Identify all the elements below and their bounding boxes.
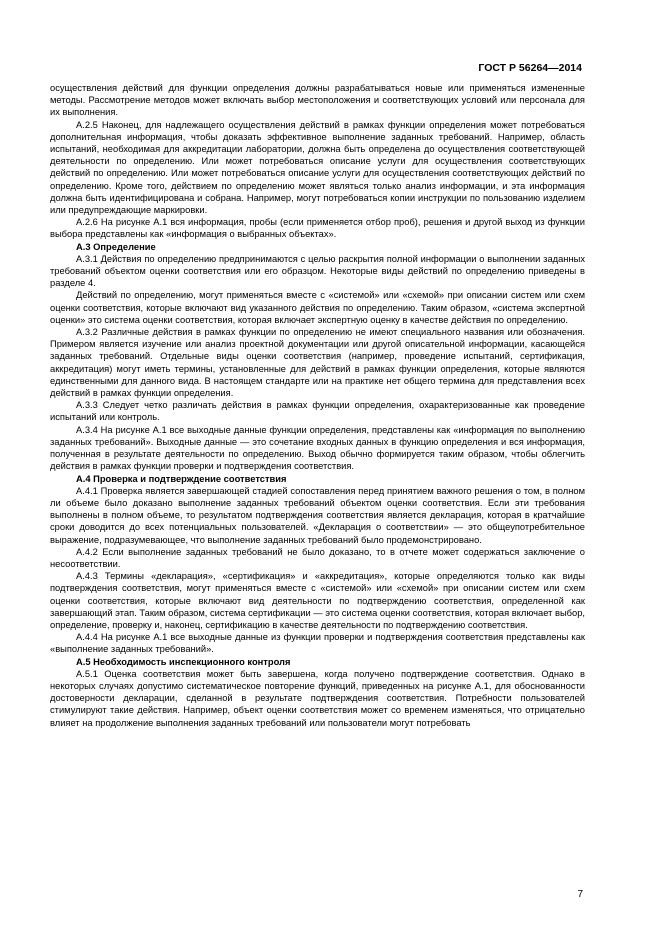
paragraph: А.4.2 Если выполнение заданных требований не было доказано, то в отчете может содержаться заключение о несоответствии. <box>50 546 585 569</box>
document-body <box>50 82 585 729</box>
paragraph: А.4.3 Термины «декларация», «сертификация» и «аккредитация», которые определяются только как виды подтверждения соответствия, могут применяться вместе с «системой» или «схемой» при описании систем или схем оценки соответствия, которые включают вид деятельности по подтверждению соответствия, определенной как завершающий этап. Таким образом, система сертификации — это система оценки соответствия, которая включает выбор, определение, проверку и, наконец, сертификацию в качестве деятельности по подтверждению соответствия. <box>50 571 586 630</box>
paragraph: А.5.1 Оценка соответствия может быть завершена, когда получено подтверждение соответствия. Однако в некоторых случаях допустимо систематическое повторение функций, приведенных на рисунке А.1, для обоснованности достоверности декларации, сделанной в результате подтверждения соответствия. Потребности пользователей стимулируют такие действия. Например, объект оценки соответствия может со временем изменяться, что отрицательно влияет на продолжение выполнения заданных требований или пользователи могут потребовать <box>50 668 585 728</box>
section-heading: А.4 Проверка и подтверждение соответствия <box>76 473 287 484</box>
paragraph: Действий по определению, могут применяться вместе с «системой» или «схемой» при описании систем или схем оценки соответствия, которые включают вид указанного действия по определению. Таким образом, «система экспертной оценки» это система оценки соответствия, которая включает экспертную оценку в качестве действия по определению. <box>50 290 585 325</box>
section-heading: А.3 Определение <box>76 241 156 252</box>
paragraph: осуществления действий для функции определения должны разрабатываться новые или применяться измененные методы. Рассмотрение методов может включать выбор местоположения и соответствующих условий или персонала для их выполнения. <box>50 83 585 118</box>
paragraph: А.2.5 Наконец, для надлежащего осуществления действий в рамках функции определения может потребоваться дополнительная информация, чтобы доказать эффективное выполнение заданных требований. Например, область испытаний, необходимая для аккредитации лаборатории, должна быть определена до осуществления соответствующей деятельности по определению. Или может потребоваться описание услуги для осуществления соответствующих действий по определению. Или может потребоваться описание услуги для осуществления соответствующих действий по определению. Кроме того, действием по определению может являться только анализ информации, и эта информация должна быть идентифицирована и собрана. Например, могут потребоваться копии инструкции по пользованию изделием или предупреждающие маркировки. <box>50 119 585 216</box>
paragraph: А.4.4 На рисунке А.1 все выходные данные из функции проверки и подтверждения соответствия представлены как «выполнение заданных требований». <box>50 632 585 655</box>
paragraph: А.3.3 Следует четко различать действия в рамках функции определения, охарактеризованные как проведение испытаний или контроль. <box>50 400 585 423</box>
paragraph: А.3.1 Действия по определению предпринимаются с целью раскрытия полной информации о выполнении заданных требований объектом оценки соответствия или его образцом. Некоторые виды действий по определению приведены в разделе 4. <box>50 253 585 289</box>
document-code-header: ГОСТ Р 56264—2014 <box>478 62 582 74</box>
paragraph: А.2.6 На рисунке А.1 вся информация, пробы (если применяется отбор проб), решения и другой выход из функции выбора представлены как «информация о выбранных объектах». <box>50 217 585 240</box>
paragraph: А.3.4 На рисунке А.1 все выходные данные функции определения, представлены как «информация по выполнению заданных требований». Выходные данные — это сочетание входных данных в функцию определения и вся информация, полученная в результате деятельности по определению. Выход обычно формируется таким образом, чтобы облегчить действия в рамках функции проверки и подтверждения соответствия. <box>50 424 585 472</box>
paragraph: А.3.2 Различные действия в рамках функции по определению не имеют специального названия или обозначения. Примером является изучение или анализ проектной документации или другой описательной информации, касающейся заданных требований. Отдельные виды оценки соответствия (например, проведение испытаний, сертификация, аккредитация) могут иметь термины, установленные для действий в рамках функции определения, которые являются единственными для данного вида. В настоящем стандарте или на практике нет общего термина для представления всех действий в рамках функции определения. <box>50 327 585 399</box>
section-heading: А.5 Необходимость инспекционного контроля <box>76 656 291 667</box>
paragraph: А.4.1 Проверка является завершающей стадией сопоставления перед принятием важного решения о том, в полном ли объеме было доказано выполнение заданных требований объектом оценки соответствия. Если эти требования выполнены в полном объеме, то результатом подтверждения соответствия является декларация, которая в кратчайшие сроки доводится до всех потенциальных пользователей. «Декларация о соответствии» — это общеупотребительное выражение, подразумевающее, что выполнение заданных требований было продемонстрировано. <box>50 485 585 545</box>
page-number: 7 <box>577 889 583 900</box>
